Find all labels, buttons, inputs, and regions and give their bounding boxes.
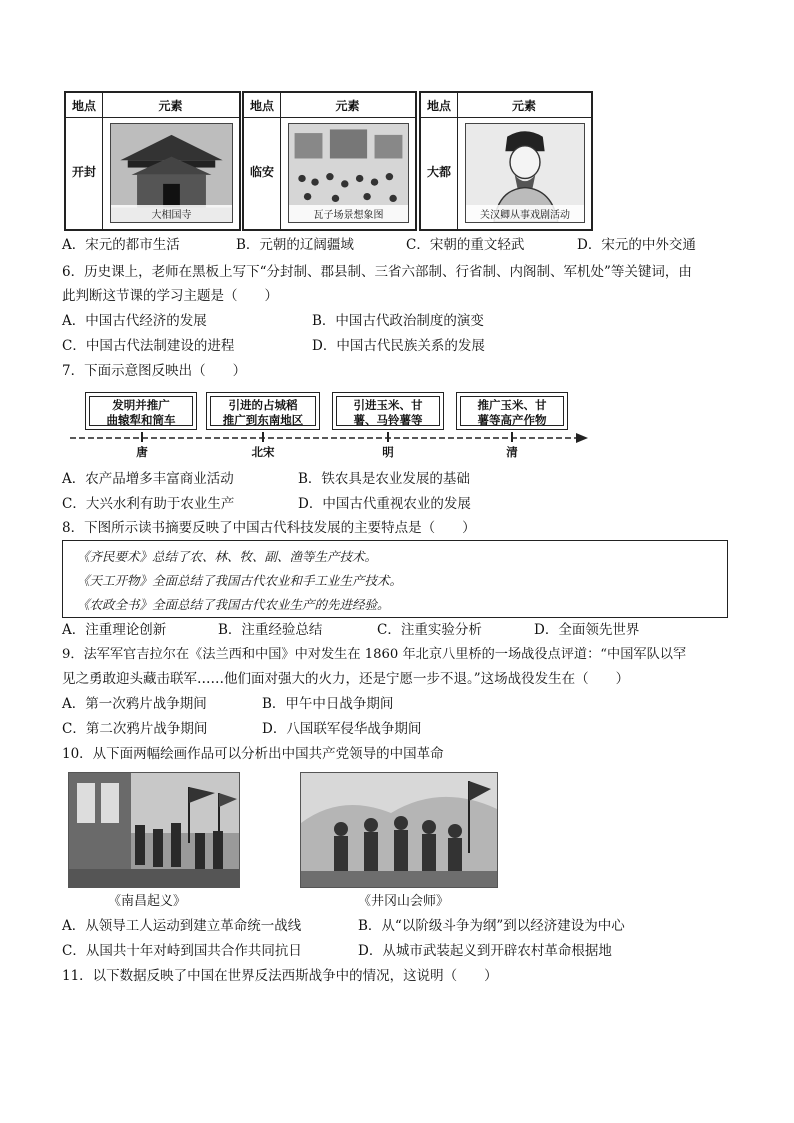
q7-option-c[interactable]: C．大兴水利有助于农业生产 [62,496,235,512]
box-line1: 发明并推广 [112,398,170,412]
q5-option-c[interactable]: C．宋朝的重文轻武 [406,237,525,253]
q6-option-b[interactable]: B．中国古代政治制度的演变 [312,313,484,329]
reading-note: 《齐民要术》总结了农、林、牧、副、渔等生产技术。 [77,549,378,564]
portrait-illustration [465,123,585,223]
jinggangshan-meeting-painting [300,772,498,888]
dynasty-label-qing: 清 [506,445,518,459]
box-line2: 推广到东南地区 [222,413,304,427]
dynasty-label-ming: 明 [382,445,394,459]
box-line2: 薯、马铃薯等 [353,413,423,427]
box-line2: 薯等高产作物 [477,413,547,427]
element-header: 元素 [335,99,360,113]
market-scene-illustration [288,123,409,223]
element-table-linan [242,91,417,231]
q11-stem: 11．以下数据反映了中国在世界反法西斯战争中的情况，这说明（ ） [62,968,498,984]
q9-stem-line2: 见之勇敢迎头藏击联军……他们面对强大的火力，还是宁愿一步不退。”这场战役发生在（ ） [62,671,630,687]
box-line1: 引进的占城稻 [228,398,298,412]
q6-option-d[interactable]: D．中国古代民族关系的发展 [312,338,485,354]
temple-photo [110,123,233,223]
dynasty-label-northern-song: 北宋 [251,445,275,459]
q6-option-c[interactable]: C．中国古代法制建设的进程 [62,338,235,354]
place-name: 大都 [426,165,451,179]
place-name: 开封 [71,165,96,179]
box-line1: 引进玉米、甘 [353,398,423,412]
place-header: 地点 [71,99,96,113]
column-divider [457,93,458,229]
table-header [421,93,591,118]
q5-option-b[interactable]: B．元朝的辽阔疆域 [236,237,354,253]
element-table-kaifeng [64,91,241,231]
q6-option-a[interactable]: A．中国古代经济的发展 [62,313,207,329]
table-header [66,93,239,118]
q9-option-b[interactable]: B．甲午中日战争期间 [262,696,394,712]
q10-stem: 10．从下面两幅绘画作品可以分析出中国共产党领导的中国革命 [62,746,444,762]
timeline-box-ming [332,392,444,430]
timeline-tick [511,432,513,442]
element-header: 元素 [511,99,536,113]
element-table-dadu [419,91,593,231]
q10-option-b[interactable]: B．从“以阶级斗争为纲”到以经济建设为中心 [358,918,625,934]
q8-option-c[interactable]: C．注重实验分析 [377,622,482,638]
q7-option-b[interactable]: B．铁农具是农业发展的基础 [298,471,470,487]
q7-stem: 7．下面示意图反映出（ ） [62,363,247,379]
table-header [244,93,415,118]
reading-note: 《农政全书》全面总结了我国古代农业生产的先进经验。 [77,597,390,612]
timeline-tick [141,432,143,442]
timeline-tick [262,432,264,442]
timeline-box-qing [456,392,568,430]
q9-option-a[interactable]: A．第一次鸦片战争期间 [62,696,207,712]
timeline-box-northern-song [206,392,320,430]
q6-stem-line1: 6．历史课上，老师在黑板上写下“分封制、郡县制、三省六部制、行省制、内阁制、军机处”等关键词，由 [62,264,692,280]
photo-caption: 瓦子场景想象图 [289,205,408,222]
q7-option-a[interactable]: A．农产品增多丰富商业活动 [62,471,234,487]
q9-option-c[interactable]: C．第二次鸦片战争期间 [62,721,208,737]
q7-option-d[interactable]: D．中国古代重视农业的发展 [298,496,471,512]
box-line2: 曲辕犁和筒车 [106,413,176,427]
reading-note: 《天工开物》全面总结了我国古代农业和手工业生产技术。 [77,573,403,588]
column-divider [102,93,103,229]
place-header: 地点 [249,99,274,113]
photo-caption: 关汉卿从事戏剧活动 [466,205,584,222]
place-name: 临安 [249,165,274,179]
timeline-box-tang [85,392,197,430]
q10-option-c[interactable]: C．从国共十年对峙到国共合作共同抗日 [62,943,302,959]
q8-option-a[interactable]: A．注重理论创新 [62,622,167,638]
q5-option-a[interactable]: A．宋元的都市生活 [62,237,180,253]
q10-option-d[interactable]: D．从城市武装起义到开辟农村革命根据地 [358,943,612,959]
place-header: 地点 [426,99,451,113]
painting-caption-jinggangshan: 《井冈山会师》 [358,894,450,909]
q6-stem-line2: 此判断这节课的学习主题是（ ） [62,288,278,304]
column-divider [280,93,281,229]
q9-option-d[interactable]: D．八国联军侵华战争期间 [262,721,422,737]
element-header: 元素 [158,99,183,113]
reading-notes-box [62,540,728,618]
nanchang-uprising-painting [68,772,240,888]
q5-option-d[interactable]: D．宋元的中外交通 [577,237,696,253]
q9-stem-line1: 9．法军军官吉拉尔在《法兰西和中国》中对发生在 1860 年北京八里桥的一场战役点评道：“中国军队以罕 [62,647,687,662]
timeline-tick [387,432,389,442]
painting-caption-nanchang: 《南昌起义》 [108,894,187,909]
q8-option-b[interactable]: B．注重经验总结 [218,622,323,638]
dynasty-label-tang: 唐 [136,445,148,459]
q8-stem: 8．下图所示读书摘要反映了中国古代科技发展的主要特点是（ ） [62,520,476,536]
q10-option-a[interactable]: A．从领导工人运动到建立革命统一战线 [62,918,302,934]
box-line1: 推广玉米、甘 [477,398,547,412]
photo-caption: 大相国寺 [111,205,232,222]
q8-option-d[interactable]: D．全面领先世界 [534,622,640,638]
